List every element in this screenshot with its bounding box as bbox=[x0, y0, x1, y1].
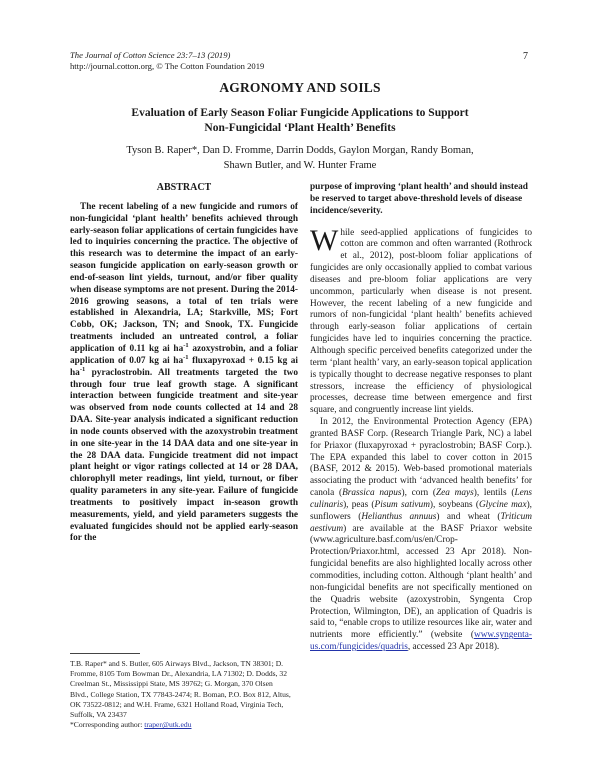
p2-text-e: ), soybeans ( bbox=[429, 499, 479, 510]
abstract-text-1: The recent labeling of a new fungicide and rumors of non-fungicidal ‘plant health’ benefits achieved through early-season foliar applications of certain fungicides have led to inquiries concerning the practice. The objective of this research was to determine the impact of an early-season fungicide application on early-season growth or end-of-season lint yields, turnout, and/or fiber quality when disease symptoms are not present. During the 2014-2016 growing seasons, a total of ten trials were established in Alexandria, LA; Starkville, MS; Fort Cobb, OK; Jackson, TN; and Snook, TX. Fungicide treatments included an untreated control, a foliar application of 0.11 kg ai ha bbox=[70, 201, 298, 354]
p2-text-h: ) are available at the BASF Priaxor website (www.agriculture.basf.com/us/en/Crop-Protection/Priaxor.html, accessed 23 Apr 2018). Non-fungicidal benefits are also highlighted locally across other commodities, including cotton. Although ‘plant health’ and non-fungicidal benefits are not specifically mentioned on the Quadris website (azoxystrobin, Syngenta Crop Protection, Wilmington, DE), an application of Quadris is said to, “enable crops to utilize resources like air, water and nutrients more efficiently.” (website ( bbox=[310, 523, 532, 641]
author-list bbox=[0, 143, 600, 173]
title-line-2: Non-Fungicidal ‘Plant Health’ Benefits bbox=[204, 122, 396, 134]
abstract-text-3: fluxapyroxad + 0.15 kg ai ha bbox=[70, 355, 299, 378]
author-affiliations: T.B. Raper* and S. Butler, 605 Airways Blvd., Jackson, TN 38301; D. Fromme, 8105 Tom Bowman Dr., Alexandria, LA 71302; D. Dodds, 32 Creelman St., Mississippi State, MS 39762; G. Morgan, 370 Olsen Blvd., College Station, TX 77843-2474; R. Boman, P.O. Box 812, Altus, OK 73522-0812; and W.H. Frame, 6321 Holland Road, Virginia Tech, Suffolk, VA 23437 bbox=[70, 659, 291, 720]
journal-citation: The Journal of Cotton Science 23:7–13 (2019) bbox=[70, 50, 231, 60]
abstract-sup-2: -1 bbox=[183, 353, 189, 361]
species-canola: Brassica napus bbox=[342, 488, 402, 499]
title-line-1: Evaluation of Early Season Foliar Fungicide Applications to Support bbox=[131, 107, 469, 119]
abstract-sup-1: -1 bbox=[183, 341, 189, 349]
abstract-continuation: purpose of improving ‘plant health’ and should instead be reserved to target above-threshold levels of disease incidence/severity. bbox=[310, 182, 528, 216]
p2-text-f: ), sunflowers ( bbox=[310, 499, 532, 522]
abstract-body bbox=[70, 202, 298, 545]
p2-text-a: In 2012, the Environmental Protection Agency (EPA) granted BASF Corp. (Research Triangle Park, NC) a label for Priaxor (fluxapyroxad + pyraclostrobin; BASF Corp.). The EPA expanded this label to cover cotton in 2015 (BASF, 2012 & 2015). Web-based promotional materials associating the product with ‘advanced health benefits’ for canola ( bbox=[310, 417, 532, 499]
abstract-sup-3: -1 bbox=[79, 365, 86, 373]
p2-text-d: ), peas ( bbox=[343, 499, 375, 510]
p2-text-g: ) and wheat ( bbox=[436, 511, 501, 522]
p2-text-c: ), lentils ( bbox=[473, 488, 515, 499]
corresponding-email-link[interactable]: traper@utk.edu bbox=[144, 720, 192, 730]
drop-cap: W bbox=[310, 223, 339, 257]
article-title bbox=[0, 106, 600, 136]
species-lentils: Lens culinaris bbox=[310, 488, 533, 510]
authors-line-1: Tyson B. Raper*, Dan D. Fromme, Darrin Dodds, Gaylon Morgan, Randy Boman, bbox=[126, 145, 474, 156]
species-corn: Zea mays bbox=[436, 488, 474, 499]
abstract-text-4: pyraclostrobin. All treatments targeted the two through four true leaf growth stage. A significant interaction between fungicide treatment and site-year was observed from node counts collected at 14 and 28 DAA. Site-year analysis indicated a significant reduction in node counts observed with the azoxystrobin treatment in one site-year in the 14 DAA data and one site-year in the 28 DAA data. Fungicide treatment did not impact plant height or vigor ratings collected at 14 or 28 DAA, chlorophyll meter readings, lint yield, turnout, or fiber quality parameters in any site-year. Failure of fungicide treatments to positively impact in-season growth measurements, yield, and yield parameters suggests the evaluated fungicides should not be applied early-season for the bbox=[70, 367, 298, 544]
p2-text-b: ), corn ( bbox=[401, 488, 436, 499]
species-sunflowers: Helianthus annuus bbox=[361, 511, 437, 522]
page-number: 7 bbox=[523, 51, 528, 62]
intro-paragraph-1 bbox=[310, 223, 532, 418]
corresponding-label: *Corresponding author: bbox=[70, 720, 145, 730]
species-soybeans: Glycine max bbox=[478, 499, 527, 510]
journal-header bbox=[70, 50, 264, 72]
species-peas: Pisum sativum bbox=[374, 499, 430, 510]
quadris-link[interactable]: www.syngenta-us.com/fungicides/quadris bbox=[310, 630, 532, 653]
abstract-heading: ABSTRACT bbox=[156, 182, 212, 193]
footnote-divider bbox=[70, 653, 140, 654]
footnote bbox=[70, 659, 292, 730]
journal-url[interactable]: http://journal.cotton.org, © The Cotton Foundation 2019 bbox=[70, 61, 265, 71]
intro-p1-text: hile seed-applied applications of fungicides to cotton are common and often warranted (Rothrock et al., 2012), post-bloom foliar applications of fungicides are only occasionally applied to combat various diseases and pre-bloom foliar applications are very uncommon, particularly when disease is not present. However, the recent labeling of a new fungicide and rumors of non-fungicidal ‘plant health’ benefits achieved through early-season foliar applications of certain fungicides have led to inquiries concerning the practice. Although specific perceived benefits categorized under the term ‘plant health’ vary, an early-season topical application is typically thought to decrease negative responses to plant stressors, increase the efficiency of physiological processes, decrease time between emergence and first square, and congruently increase lint yields. bbox=[310, 227, 532, 416]
authors-line-2: Shawn Butler, and W. Hunter Frame bbox=[223, 160, 377, 171]
intro-paragraph-2 bbox=[310, 417, 532, 654]
section-heading: AGRONOMY AND SOILS bbox=[219, 80, 381, 95]
abstract-text-2: azoxystrobin, and a foliar application of 0.07 kg ai ha bbox=[70, 343, 298, 366]
corresponding-author bbox=[70, 720, 292, 730]
right-column bbox=[310, 182, 532, 654]
left-column bbox=[70, 182, 298, 545]
species-wheat: Triticum aestivum bbox=[310, 511, 532, 534]
p2-text-i: , accessed 23 Apr 2018). bbox=[407, 642, 500, 653]
